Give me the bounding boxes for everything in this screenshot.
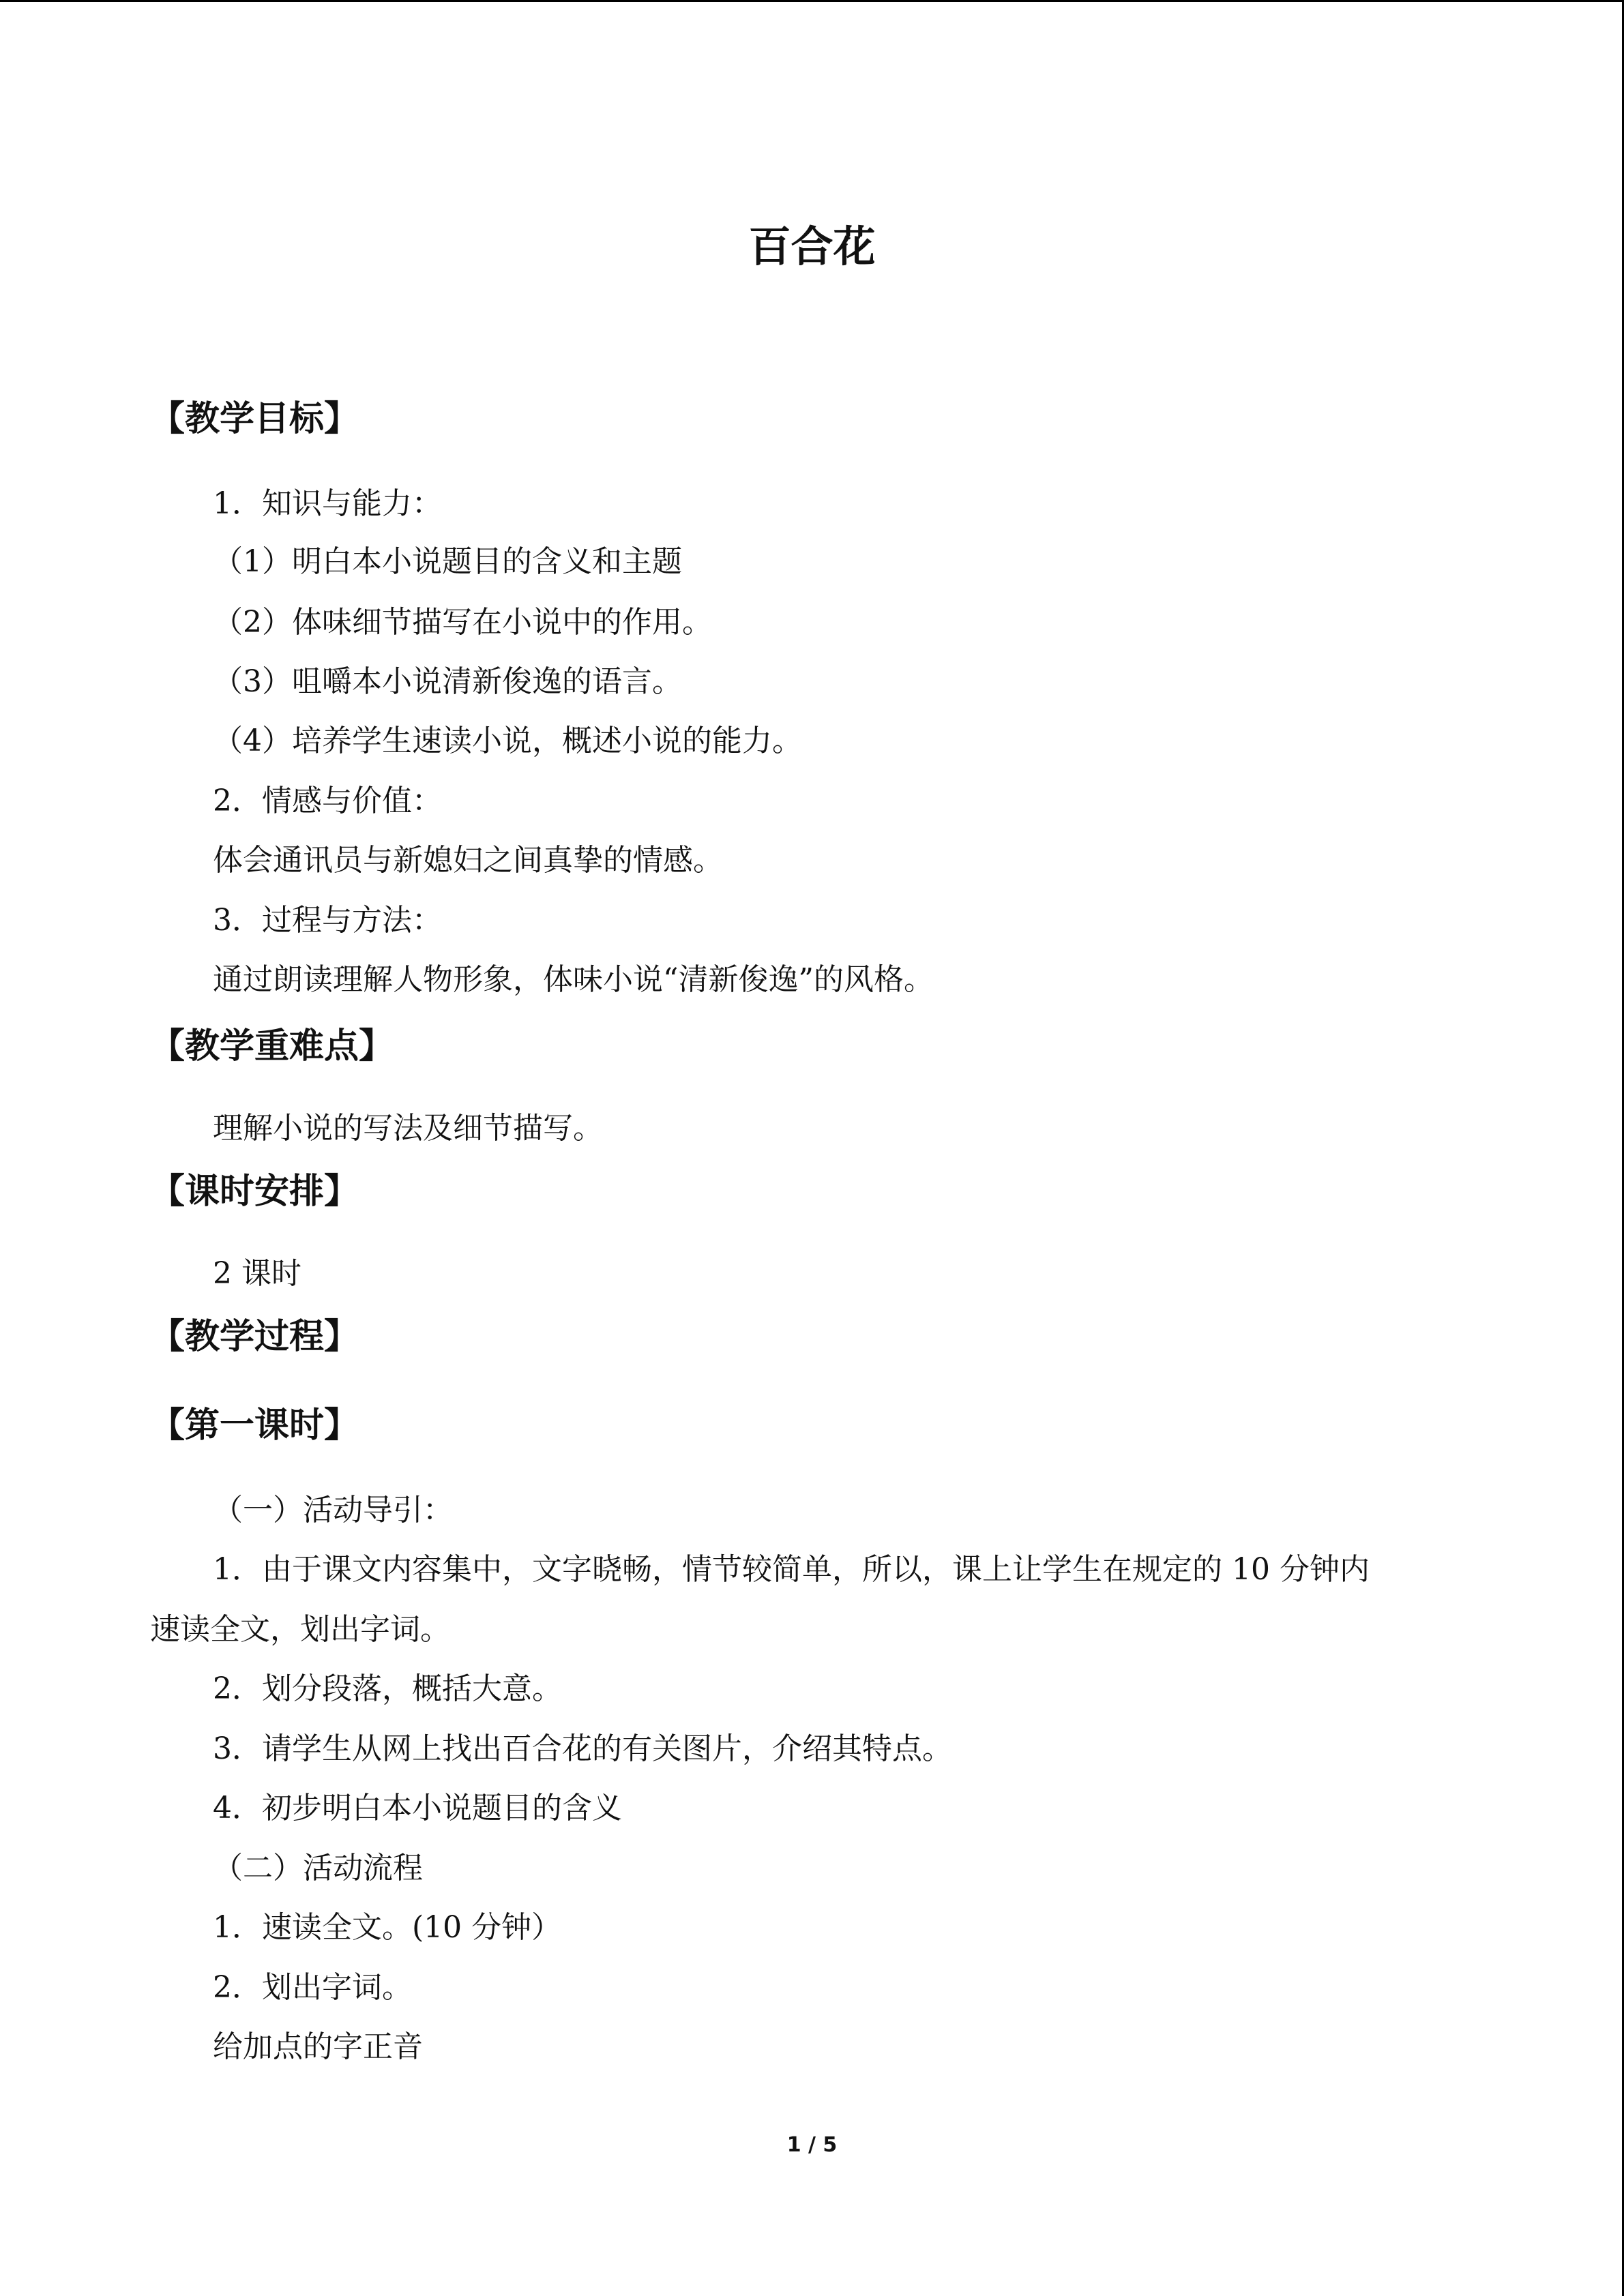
- page-indicator: 1 / 5: [786, 2133, 838, 2157]
- page-title: 百合花: [748, 222, 876, 271]
- emotion-text: 体会通讯员与新媳妇之间真挚的情感。: [213, 843, 723, 878]
- heading-key-points: 【教学重难点】: [150, 1026, 394, 1067]
- process-label: 3．过程与方法：: [213, 903, 442, 938]
- flow-label: （二）活动流程: [213, 1851, 423, 1885]
- intro-item-4: 4．初步明白本小说题目的含义: [213, 1791, 622, 1825]
- knowledge-item-2: （2）体味细节描写在小说中的作用。: [213, 605, 712, 640]
- process-text: 通过朗读理解人物形象，体味小说“清新俊逸”的风格。: [213, 962, 934, 997]
- intro-label: （一）活动导引：: [213, 1493, 453, 1527]
- flow-item-1: 1．速读全文。(10 分钟）: [213, 1910, 562, 1945]
- flow-item-3: 给加点的字正音: [213, 2029, 423, 2064]
- knowledge-label: 1．知识与能力：: [213, 486, 442, 521]
- knowledge-item-1: （1）明白本小说题目的含义和主题: [213, 544, 682, 579]
- schedule-text: 2 课时: [213, 1256, 301, 1291]
- flow-item-2: 2．划出字词。: [213, 1970, 412, 2005]
- page-border-top: [0, 0, 1624, 2]
- emotion-label: 2．情感与价值：: [213, 784, 442, 818]
- knowledge-item-4: （4）培养学生速读小说，概述小说的能力。: [213, 724, 802, 758]
- intro-item-3: 3．请学生从网上找出百合花的有关图片，介绍其特点。: [213, 1731, 952, 1766]
- intro-item-1-line-2: 速读全文，划出字词。: [150, 1612, 450, 1647]
- heading-first-lesson: 【第一课时】: [150, 1405, 359, 1446]
- knowledge-item-3: （3）咀嚼本小说清新俊逸的语言。: [213, 664, 682, 699]
- key-points-text: 理解小说的写法及细节描写。: [213, 1111, 603, 1146]
- intro-item-2: 2．划分段落，概括大意。: [213, 1671, 562, 1706]
- heading-objectives: 【教学目标】: [150, 399, 359, 439]
- heading-schedule: 【课时安排】: [150, 1172, 359, 1212]
- heading-process: 【教学过程】: [150, 1317, 359, 1357]
- intro-item-1-line-1: 1．由于课文内容集中，文字晓畅，情节较简单，所以，课上让学生在规定的 10 分钟内: [213, 1552, 1370, 1587]
